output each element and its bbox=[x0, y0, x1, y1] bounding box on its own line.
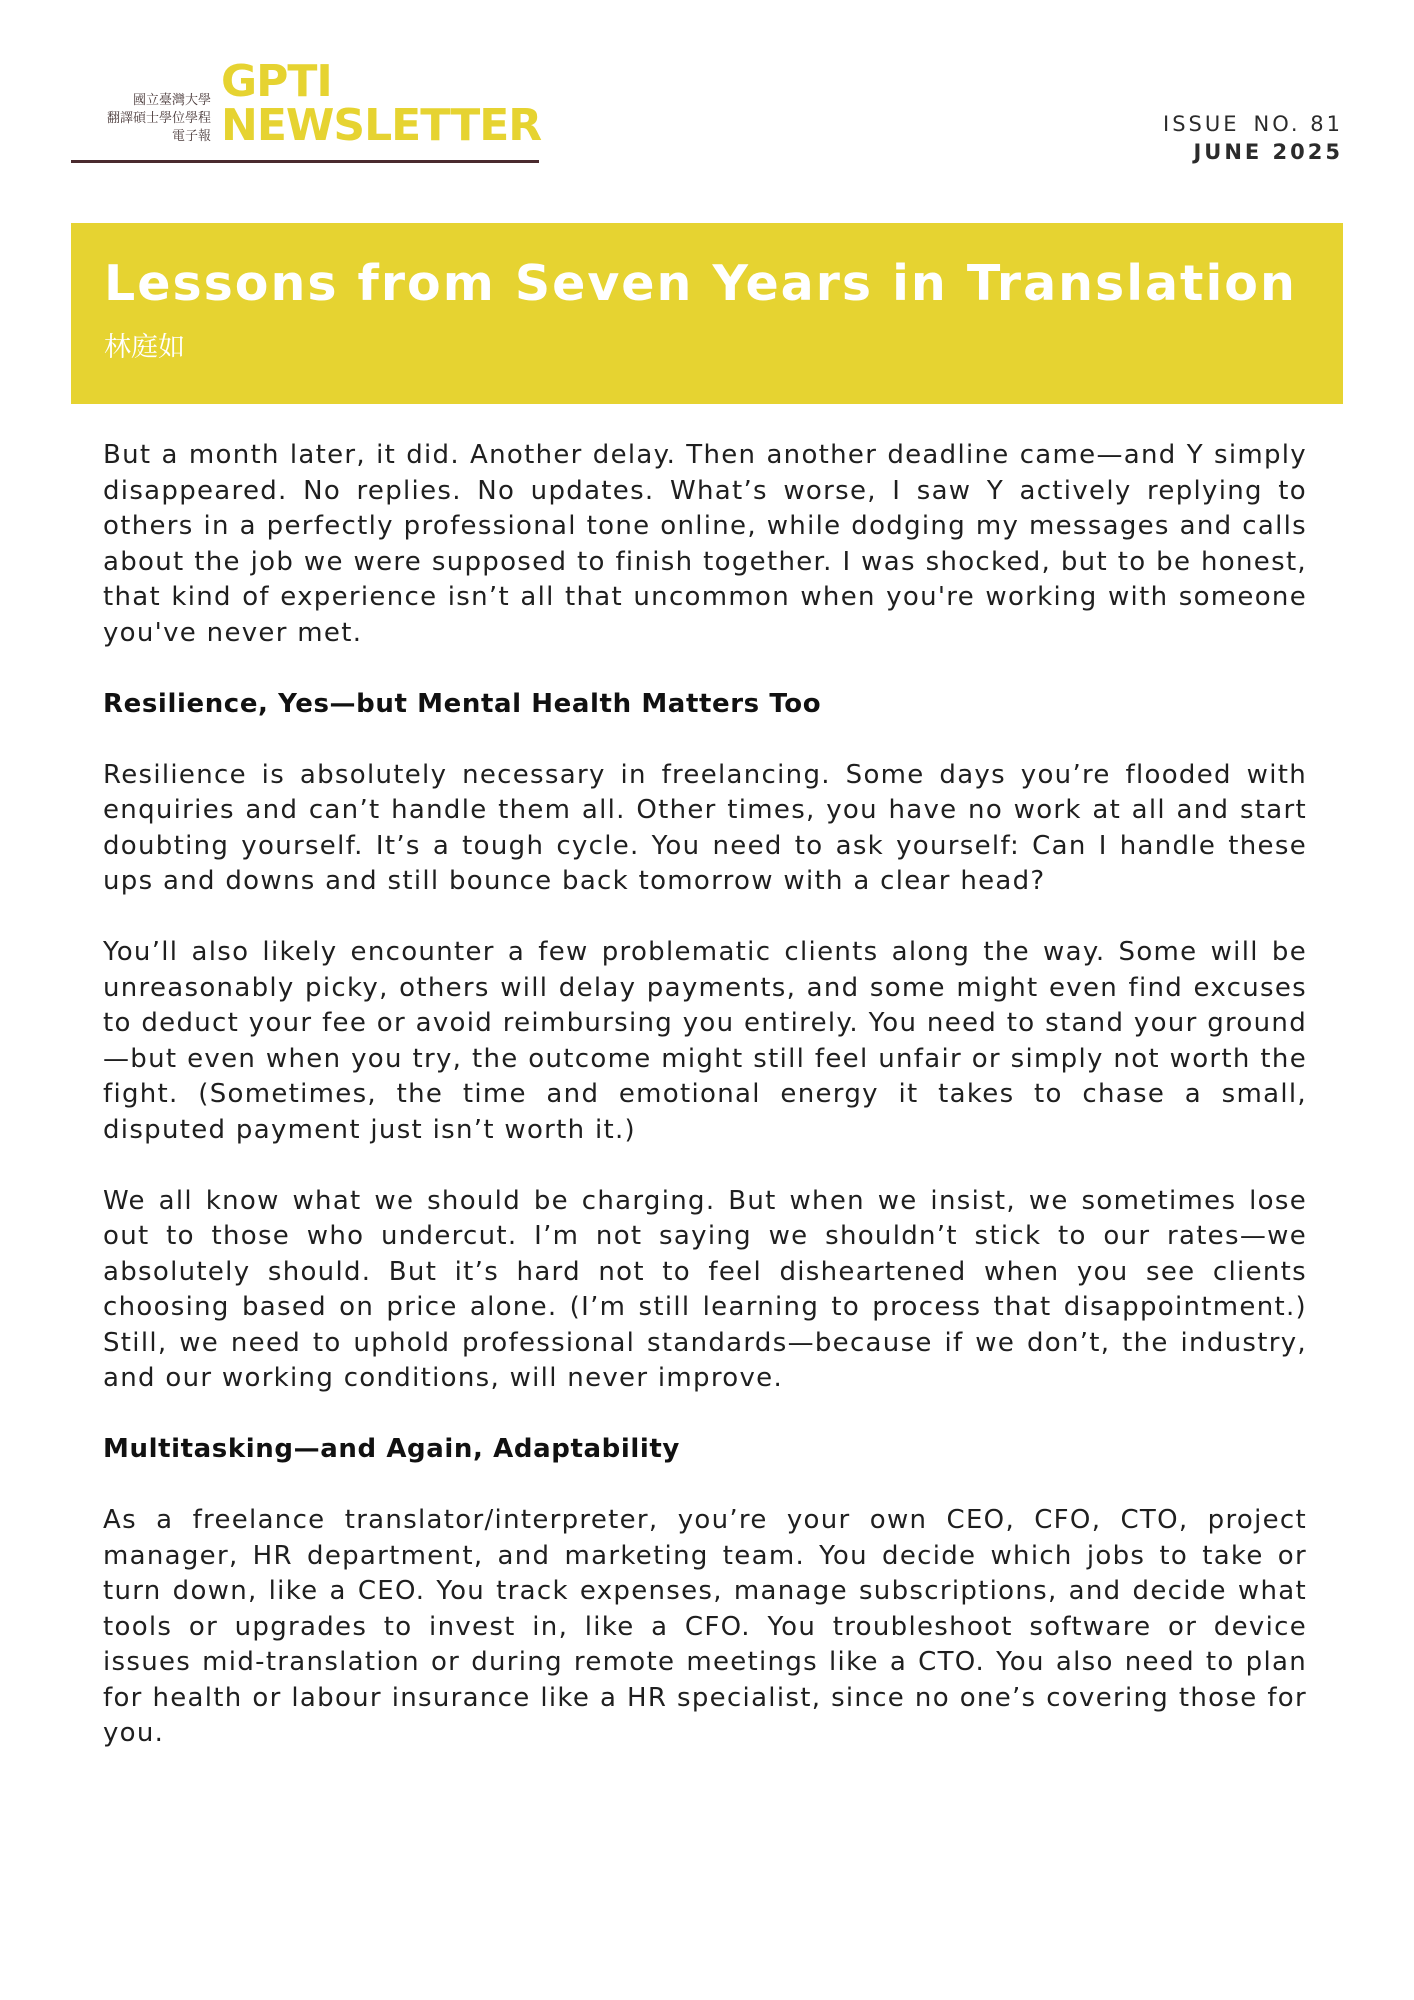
org-line-university: 國立臺灣大學 bbox=[132, 93, 211, 108]
section-heading-multitasking: Multitasking—and Again, Adaptability bbox=[103, 1434, 680, 1464]
paragraph-multitasking: As a freelance translator/interpreter, you’re your own CEO, CFO, CTO, project manager, HR department, and marketing team. You decide which jobs to take or turn down, like a CEO. You track expenses, manage subscriptions, and decide what tools or upgrades to invest in, like a CFO. You troubleshoot software or device issues mid-translation or during remote meetings like a CTO. You also need to plan for health or labour insurance like a HR specialist, since no one’s covering those for you. bbox=[103, 1505, 1307, 1748]
issue-number-line bbox=[1163, 110, 1343, 138]
article-body bbox=[103, 438, 1307, 1787]
logo-line-newsletter: NEWSLETTER bbox=[221, 100, 542, 151]
logo-line-gpti: GPTI bbox=[221, 56, 332, 107]
issue-info bbox=[1163, 110, 1343, 166]
paragraph-rates: We all know what we should be charging. But when we insist, we sometimes lose out to those who undercut. I’m not saying we shouldn’t stick to our rates—we absolutely should. But it’s hard not to feel disheartened when you see clients choosing based on price alone. (I’m still learning to process that disappointment.) Still, we need to uphold professional standards—because if we don’t, the industry, and our working conditions, will never improve. bbox=[103, 1185, 1307, 1393]
org-line-program: 翻譯碩士學位學程 bbox=[106, 111, 211, 126]
issue-date: JUNE 2025 bbox=[1193, 140, 1343, 164]
article-title-banner bbox=[71, 223, 1343, 404]
newsletter-logo-title bbox=[221, 56, 542, 151]
org-line-publication: 電子報 bbox=[171, 129, 211, 144]
article-author: 林庭如 bbox=[104, 332, 185, 363]
issue-label: ISSUE bbox=[1163, 112, 1240, 136]
masthead-divider bbox=[71, 160, 539, 163]
newsletter-masthead bbox=[71, 56, 542, 164]
section-heading-resilience: Resilience, Yes—but Mental Health Matters Too bbox=[103, 688, 822, 719]
article-title: Lessons from Seven Years in Translation bbox=[104, 255, 1297, 312]
paragraph-delay: But a month later, it did. Another delay. Then another deadline came—and Y simply disappeared. No replies. No updates. What’s worse, I saw Y actively replying to others in a perfectly professional tone online, while dodging my messages and calls about the job we were supposed to finish together. I was shocked, but to be honest, that kind of experience isn’t all that uncommon when you're working with someone you've never met. bbox=[103, 440, 1307, 648]
issue-number: NO. 81 bbox=[1253, 112, 1343, 136]
organization-name bbox=[71, 92, 211, 146]
paragraph-resilience: Resilience is absolutely necessary in freelancing. Some days you’re flooded with enquiries and can’t handle them all. Other times, you have no work at all and start doubting yourself. It’s a tough cycle. You need to ask yourself: Can I handle these ups and downs and still bounce back tomorrow with a clear head? bbox=[103, 759, 1307, 896]
paragraph-problematic-clients: You’ll also likely encounter a few problematic clients along the way. Some will be unreasonably picky, others will delay payments, and some might even find excuses to deduct your fee or avoid reimbursing you entirely. You need to stand your ground—but even when you try, the outcome might still feel unfair or simply not worth the fight. (Sometimes, the time and emotional energy it takes to chase a small, disputed payment just isn’t worth it.) bbox=[103, 937, 1307, 1145]
